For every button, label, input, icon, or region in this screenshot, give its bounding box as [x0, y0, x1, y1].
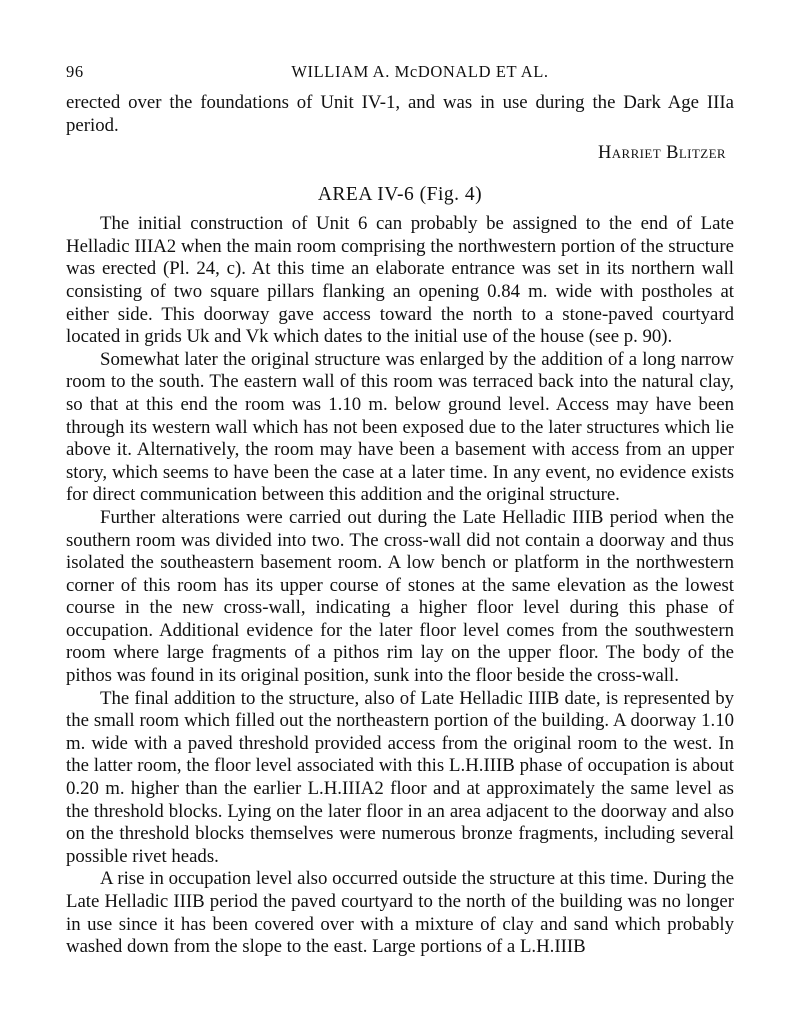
body-paragraph-3: Further alterations were carried out during the Late Helladic IIIB period when the southern room was divided into two. The cross-wall did not contain a doorway and thus isolated the southeastern basement room. A low bench or platform in the northwestern corner of this room has its upper course of stones at the same elevation as the lowest course in the new cross-wall, indicating a higher floor level during this phase of occupation. Additional evidence for the later floor level comes from the southwestern room where large fragments of a pithos rim lay on the upper floor. The body of the pithos was found in its original position, sunk into the floor beside the cross-wall. — [66, 506, 734, 687]
body-paragraph-1: The initial construction of Unit 6 can probably be assigned to the end of Late Helladic IIIA2 when the main room comprising the northwestern portion of the structure was erected (Pl. 24, c). At this time an elaborate entrance was set in its northern wall consisting of two square pillars flanking an opening 0.84 m. wide with postholes at either side. This doorway gave access toward the north to a stone-paved courtyard located in grids Uk and Vk which dates to the initial use of the house (see p. 90). — [66, 213, 734, 348]
running-title: WILLIAM A. McDONALD ET AL. — [291, 62, 549, 81]
body-paragraph-5: A rise in occupation level also occurred outside the structure at this time. During the Late Helladic IIIB period the paved courtyard to the north of the building was no longer in use since it has been covered over with a mixture of clay and sand which probably washed down from the slope to the east. Large portions of a L.H.IIIB — [66, 868, 734, 958]
section-heading: AREA IV-6 (Fig. 4) — [317, 184, 483, 206]
body-paragraph-4: The final addition to the structure, also of Late Helladic IIIB date, is represented by the small room which filled out the northeastern portion of the building. A doorway 1.10 m. wide with a paved threshold provided access from the original room to the west. In the latter room, the floor level associated with this L.H.IIIB phase of occupation is about 0.20 m. higher than the earlier L.H.IIIA2 floor and at approximately the same level as the threshold blocks. Lying on the later floor in an area adjacent to the doorway and also on the threshold blocks themselves were numerous bronze fragments, including several possible rivet heads. — [66, 687, 734, 867]
page-number: 96 — [66, 62, 84, 81]
author-signature: Harriet Blitzer — [597, 143, 726, 164]
page — [66, 56, 734, 959]
body-paragraph-2: Somewhat later the original structure was enlarged by the addition of a long narrow room to the south. The eastern wall of this room was terraced back into the natural clay, so that at this end the room was 1.10 m. below ground level. Access may have been through its western wall which has not been exposed due to the later structures which lie above it. Alternatively, the room may have been a basement with access from an upper story, which seems to have been the case at a later time. In any event, no evidence exists for direct communication between this addition and the original structure. — [66, 348, 734, 506]
continued-paragraph: erected over the foundations of Unit IV-1, and was in use during the Dark Age IIIa period. — [66, 92, 734, 136]
running-head — [66, 56, 734, 84]
